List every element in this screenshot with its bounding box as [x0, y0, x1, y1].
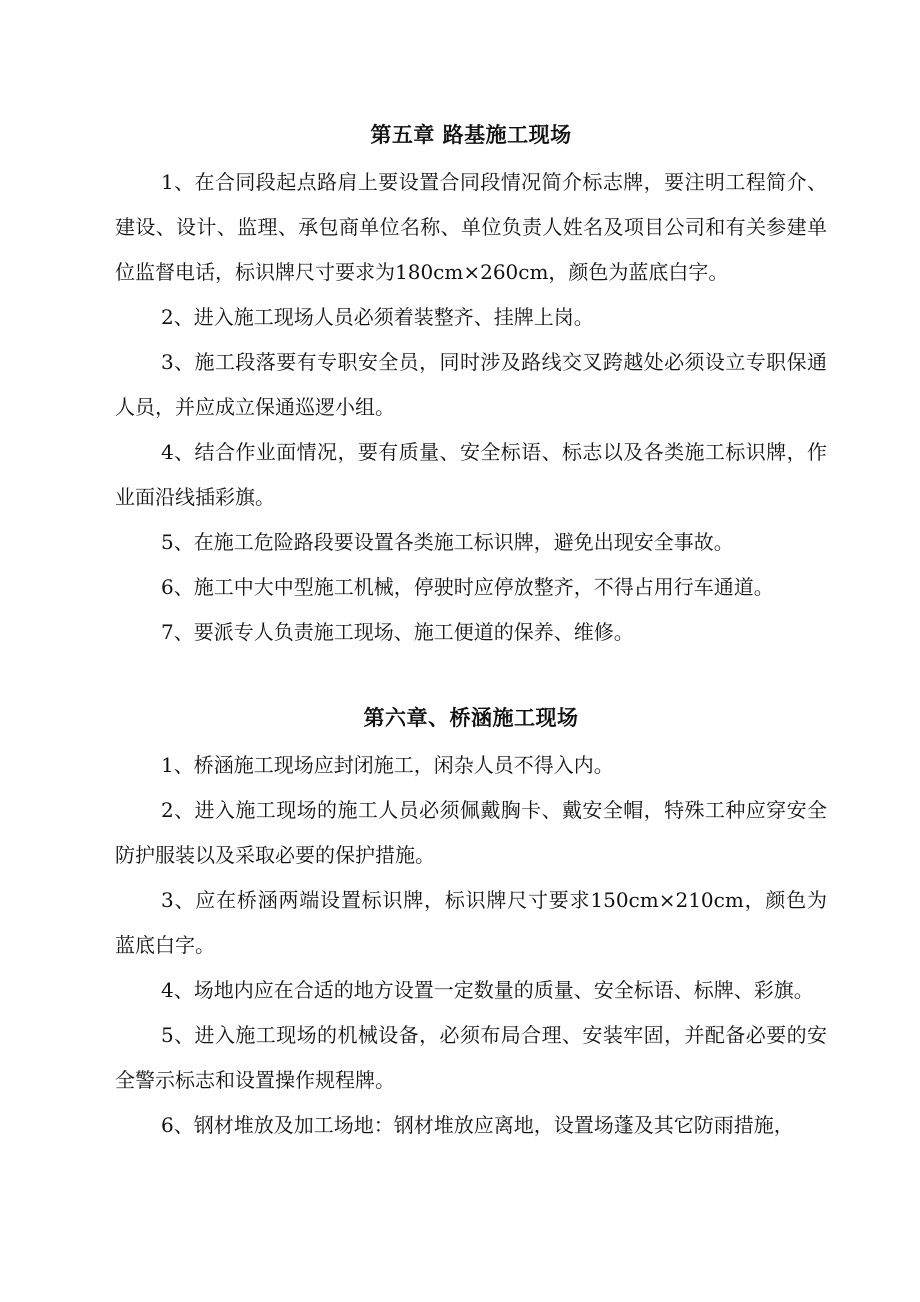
chapter-5-section: [115, 118, 827, 655]
chapter-5-item-4: 4、结合作业面情况，要有质量、安全标语、标志以及各类施工标识牌，作业面沿线插彩旗。: [115, 440, 827, 509]
chapter-5-item-5: 5、在施工危险路段要设置各类施工标识牌，避免出现安全事故。: [161, 530, 734, 554]
chapter-5-item-2: 2、进入施工现场人员必须着装整齐、挂牌上岗。: [161, 305, 594, 329]
chapter-5-item-3: 3、施工段落要有专职安全员，同时涉及路线交叉跨越处必须设立专职保通人员，并应成立保通巡逻小组。: [115, 350, 827, 419]
chapter-6-item-1: 1、桥涵施工现场应封闭施工，闲杂人员不得入内。: [161, 753, 614, 777]
chapter-5-heading: 第五章 路基施工现场: [370, 122, 572, 147]
chapter-6-item-4: 4、场地内应在合适的地方设置一定数量的质量、安全标语、标牌、彩旗。: [161, 978, 814, 1002]
chapter-6-section: [115, 701, 827, 1148]
chapter-6-item-2: 2、进入施工现场的施工人员必须佩戴胸卡、戴安全帽，特殊工种应穿安全防护服装以及采取必要的保护措施。: [115, 798, 827, 867]
chapter-6-item-5: 5、进入施工现场的机械设备，必须布局合理、安装牢固，并配备必要的安全警示标志和设置操作规程牌。: [115, 1023, 827, 1092]
chapter-6-item-3: 3、应在桥涵两端设置标识牌，标识牌尺寸要求150cm×210cm，颜色为蓝底白字。: [115, 888, 827, 957]
chapter-6-item-6: 6、钢材堆放及加工场地：钢材堆放应离地，设置场蓬及其它防雨措施，: [161, 1113, 794, 1137]
chapter-5-item-6: 6、施工中大中型施工机械，停驶时应停放整齐，不得占用行车通道。: [161, 575, 774, 599]
chapter-6-heading: 第六章、桥涵施工现场: [363, 705, 579, 730]
chapter-5-item-7: 7、要派专人负责施工现场、施工便道的保养、维修。: [161, 620, 634, 644]
chapter-5-item-1: 1、在合同段起点路肩上要设置合同段情况简介标志牌，要注明工程简介、建设、设计、监理、承包商单位名称、单位负责人姓名及项目公司和有关参建单位监督电话，标识牌尺寸要求为180cm×260cm，颜色为蓝底白字。: [115, 170, 827, 284]
